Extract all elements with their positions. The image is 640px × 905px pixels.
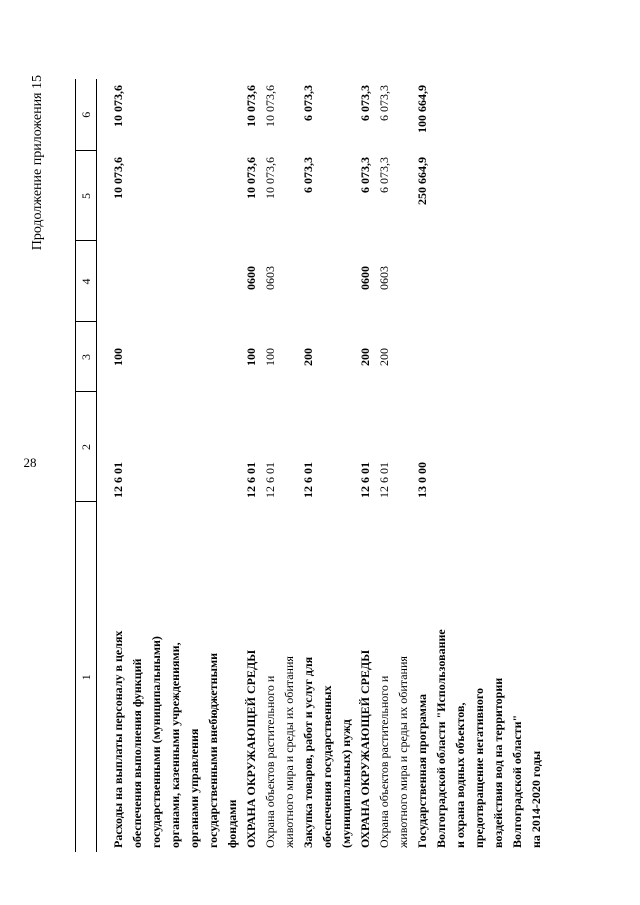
row-amount-2: 10 073,6 [111,85,125,127]
column-header-2: 2 [76,392,97,502]
row-expense-type: 200 [301,348,315,366]
table-row [413,79,546,852]
appendix-note: Продолжение приложения 15 [30,75,45,251]
row-expense-type: 100 [111,348,125,366]
row-expense-type: 200 [358,348,372,366]
page-number: 28 [23,455,37,470]
row-amount-2: 6 073,3 [377,85,391,121]
row-section-code: 0603 [377,266,391,290]
row-section-code: 0600 [358,266,372,290]
row-amount-1: 10 073,6 [111,157,125,199]
header-spacer [97,79,110,852]
row-amount-1: 10 073,6 [263,157,277,199]
row-amount-1: 6 073,3 [301,157,315,193]
column-header-6: 6 [76,79,97,151]
table-row [375,79,413,852]
row-section-code [299,241,356,322]
row-amount-1: 250 664,9 [415,157,429,205]
row-target-code: 12 6 01 [377,462,391,498]
column-header-5: 5 [76,151,97,241]
row-target-code: 12 6 01 [263,462,277,498]
row-target-code: 13 0 00 [415,462,429,498]
header-row [76,79,97,852]
row-amount-2: 6 073,3 [301,85,315,121]
row-section-code [413,241,546,322]
row-amount-2: 10 073,6 [263,85,277,127]
table-row [261,79,299,852]
row-amount-2: 10 073,6 [244,85,258,127]
row-expense-type [413,322,546,392]
row-section-code: 0600 [244,266,258,290]
table-row [109,79,242,852]
row-amount-1: 6 073,3 [377,157,391,193]
row-section-code [109,241,242,322]
column-header-1: 1 [76,502,97,852]
table-row [356,79,375,852]
row-expense-type: 100 [244,348,258,366]
row-amount-1: 6 073,3 [358,157,372,193]
row-name: Охрана объектов растительного и животного мира и среды их обитания [377,656,410,848]
column-header-4: 4 [76,241,97,322]
row-target-code: 12 6 01 [301,462,315,498]
row-name: Государственная программа Волгоградской области "Использование и охрана водных объектов, предотвращение негативного воздействия вод на территории Волгоградской области" на 2014-2020 годы [415,629,543,848]
row-expense-type: 200 [377,348,391,366]
row-amount-2: 6 073,3 [358,85,372,121]
row-name: Закупка товаров, работ и услуг для обеспечения государственных (муниципальных) нужд [301,656,353,848]
row-name: Расходы на выплаты персоналу в целях обеспечения выполнения функций государственными (муниципальными) органами, казенными учреждениями, органами управления государственными внебюджетными фондами [111,630,239,848]
row-amount-1: 10 073,6 [244,157,258,199]
table-row [299,79,356,852]
row-name: ОХРАНА ОКРУЖАЮЩЕЙ СРЕДЫ [244,650,258,848]
row-amount-2: 100 664,9 [415,85,429,133]
table-row [242,79,261,852]
row-target-code: 12 6 01 [358,462,372,498]
row-name: Охрана объектов растительного и животного мира и среды их обитания [263,656,296,848]
column-header-3: 3 [76,322,97,392]
row-section-code: 0603 [263,266,277,290]
row-target-code: 12 6 01 [111,462,125,498]
row-target-code: 12 6 01 [244,462,258,498]
row-name: ОХРАНА ОКРУЖАЮЩЕЙ СРЕДЫ [358,650,372,848]
budget-table [75,79,546,852]
table-body [109,79,546,852]
row-expense-type: 100 [263,348,277,366]
